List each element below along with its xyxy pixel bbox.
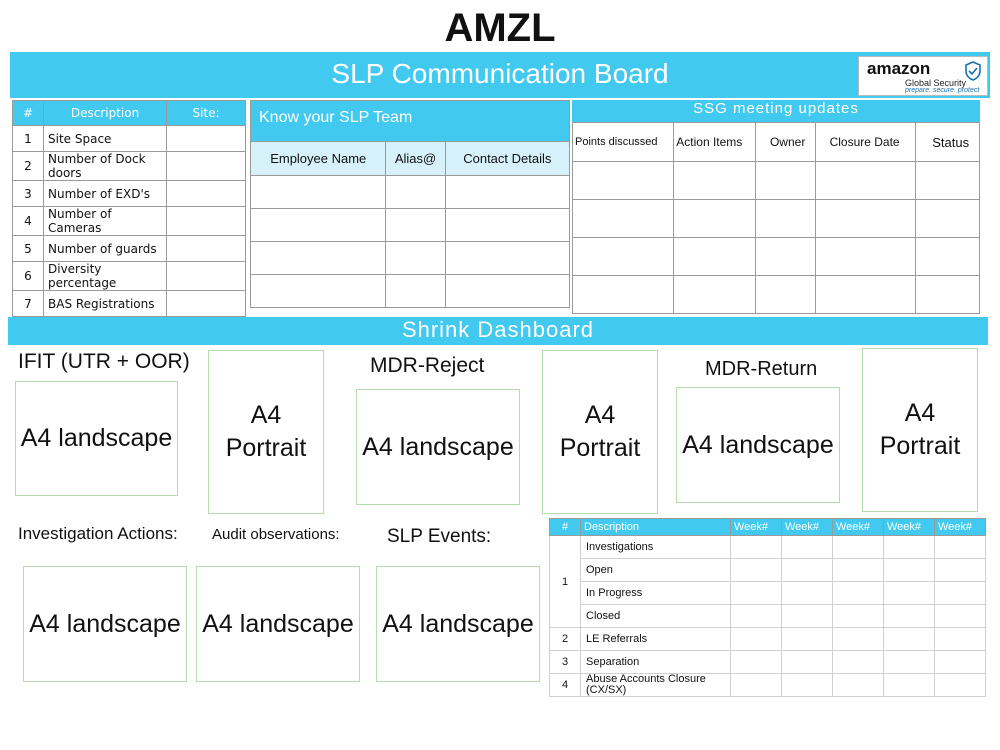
table-row xyxy=(573,276,980,314)
row-description: Closed xyxy=(581,605,731,628)
week-cell[interactable] xyxy=(782,628,833,651)
table-row xyxy=(550,559,986,582)
site-info-table xyxy=(12,100,246,317)
team-cell[interactable] xyxy=(251,242,386,275)
row-number: 3 xyxy=(13,181,44,207)
placeholder-line: A4 xyxy=(250,401,282,429)
portrait-placeholder-3 xyxy=(862,348,978,512)
team-cell[interactable] xyxy=(445,209,569,242)
table-row xyxy=(550,674,986,697)
table-row xyxy=(13,291,246,317)
portrait-placeholder-1 xyxy=(208,350,324,514)
placeholder-line: A4 xyxy=(584,401,616,429)
week-cell[interactable] xyxy=(833,582,884,605)
week-cell[interactable] xyxy=(833,674,884,697)
row-number: 2 xyxy=(550,628,581,651)
team-title: Know your SLP Team xyxy=(250,100,570,141)
ssg-cell[interactable] xyxy=(674,162,756,200)
logo-subtitle: Global Security xyxy=(905,78,967,88)
team-cell[interactable] xyxy=(445,176,569,209)
ssg-cell[interactable] xyxy=(755,162,815,200)
table-row xyxy=(251,275,570,308)
week-cell[interactable] xyxy=(782,605,833,628)
week-cell[interactable] xyxy=(935,582,986,605)
team-cell[interactable] xyxy=(386,209,445,242)
week-cell[interactable] xyxy=(833,605,884,628)
table-row xyxy=(13,152,246,181)
week-cell[interactable] xyxy=(782,559,833,582)
row-description: Open xyxy=(581,559,731,582)
ssg-cell[interactable] xyxy=(573,200,674,238)
ssg-cell[interactable] xyxy=(916,200,980,238)
row-description: Investigations xyxy=(581,536,731,559)
column-header: Points discussed xyxy=(573,123,674,162)
row-number: 3 xyxy=(550,651,581,674)
column-header: Action Items xyxy=(674,123,756,162)
ssg-cell[interactable] xyxy=(674,200,756,238)
row-number: 7 xyxy=(13,291,44,317)
shrink-dashboard-banner xyxy=(8,317,988,345)
site-value-cell[interactable] xyxy=(167,152,246,181)
column-header: # xyxy=(13,101,44,126)
column-header: Week# xyxy=(731,519,782,536)
week-cell[interactable] xyxy=(782,582,833,605)
team-cell[interactable] xyxy=(386,176,445,209)
ssg-cell[interactable] xyxy=(815,276,916,314)
row-number: 4 xyxy=(13,207,44,236)
column-header: Employee Name xyxy=(251,142,386,176)
week-cell[interactable] xyxy=(731,651,782,674)
ssg-cell[interactable] xyxy=(815,162,916,200)
week-cell[interactable] xyxy=(935,536,986,559)
ssg-title: SSG meeting updates xyxy=(572,100,980,122)
column-header: Closure Date xyxy=(815,123,916,162)
logo-tagline: prepare. secure. protect xyxy=(905,87,980,94)
table-row xyxy=(573,162,980,200)
column-header: Site: xyxy=(167,101,246,126)
mdr-return-landscape-placeholder: A4 landscape xyxy=(676,387,840,503)
week-cell[interactable] xyxy=(884,651,935,674)
week-cell[interactable] xyxy=(935,628,986,651)
audit-landscape-placeholder: A4 landscape xyxy=(196,566,360,682)
table-row xyxy=(550,628,986,651)
ssg-section xyxy=(572,100,980,314)
site-value-cell[interactable] xyxy=(167,262,246,291)
row-number: 2 xyxy=(13,152,44,181)
row-description: Separation xyxy=(581,651,731,674)
team-cell[interactable] xyxy=(445,242,569,275)
week-cell[interactable] xyxy=(731,582,782,605)
team-cell[interactable] xyxy=(445,275,569,308)
ssg-table xyxy=(572,122,980,314)
ssg-cell[interactable] xyxy=(755,276,815,314)
table-row xyxy=(13,126,246,152)
table-row xyxy=(251,242,570,275)
table-row xyxy=(251,209,570,242)
ssg-cell[interactable] xyxy=(916,238,980,276)
row-description: Number of EXD's xyxy=(44,181,167,207)
week-cell[interactable] xyxy=(833,628,884,651)
ssg-cell[interactable] xyxy=(573,276,674,314)
audit-observations-label: Audit observations: xyxy=(212,526,340,543)
week-cell[interactable] xyxy=(884,559,935,582)
week-cell[interactable] xyxy=(935,651,986,674)
column-header: Status xyxy=(916,123,980,162)
ssg-cell[interactable] xyxy=(755,238,815,276)
week-cell[interactable] xyxy=(833,651,884,674)
table-row xyxy=(13,181,246,207)
logo-wordmark: amazon xyxy=(867,59,931,78)
ssg-cell[interactable] xyxy=(815,200,916,238)
week-cell[interactable] xyxy=(935,605,986,628)
row-number: 1 xyxy=(550,536,581,628)
column-header: Owner xyxy=(755,123,815,162)
ssg-cell[interactable] xyxy=(815,238,916,276)
team-cell[interactable] xyxy=(251,176,386,209)
team-cell[interactable] xyxy=(386,275,445,308)
row-description: In Progress xyxy=(581,582,731,605)
mdr-return-label: MDR-Return xyxy=(705,358,818,380)
week-cell[interactable] xyxy=(884,605,935,628)
table-row xyxy=(573,200,980,238)
ifit-landscape-placeholder: A4 landscape xyxy=(15,381,178,496)
week-cell[interactable] xyxy=(782,536,833,559)
table-row xyxy=(13,262,246,291)
column-header: Alias@ xyxy=(386,142,445,176)
row-description: Number of Dock doors xyxy=(44,152,167,181)
row-description: Site Space xyxy=(44,126,167,152)
table-row xyxy=(13,236,246,262)
week-cell[interactable] xyxy=(731,536,782,559)
ssg-cell[interactable] xyxy=(916,276,980,314)
site-value-cell[interactable] xyxy=(167,126,246,152)
column-header: Week# xyxy=(935,519,986,536)
site-value-cell[interactable] xyxy=(167,291,246,317)
row-number: 1 xyxy=(13,126,44,152)
team-table xyxy=(250,141,570,308)
page-title: AMZL xyxy=(444,6,556,50)
portrait-placeholder-2 xyxy=(542,350,658,514)
placeholder-line: Portrait xyxy=(879,432,961,460)
mdr-reject-label: MDR-Reject xyxy=(370,354,485,377)
week-cell[interactable] xyxy=(782,651,833,674)
week-cell[interactable] xyxy=(731,628,782,651)
slp-team-section xyxy=(250,100,570,308)
ssg-cell[interactable] xyxy=(573,238,674,276)
row-description: Diversity percentage xyxy=(44,262,167,291)
week-cell[interactable] xyxy=(935,674,986,697)
site-value-cell[interactable] xyxy=(167,236,246,262)
table-row xyxy=(251,176,570,209)
amazon-global-security-logo xyxy=(858,56,988,96)
table-row xyxy=(550,651,986,674)
week-cell[interactable] xyxy=(731,559,782,582)
weekly-metrics-table xyxy=(549,518,986,697)
week-cell[interactable] xyxy=(833,559,884,582)
column-header: Description xyxy=(581,519,731,536)
placeholder-line: Portrait xyxy=(225,434,307,462)
ssg-cell[interactable] xyxy=(755,200,815,238)
mdr-reject-landscape-placeholder: A4 landscape xyxy=(356,389,520,505)
shield-icon xyxy=(965,61,981,81)
shrink-dashboard-title: Shrink Dashboard xyxy=(401,317,595,342)
site-value-cell[interactable] xyxy=(167,207,246,236)
slp-events-label: SLP Events: xyxy=(387,526,492,547)
table-row xyxy=(573,238,980,276)
week-cell[interactable] xyxy=(884,536,935,559)
ssg-cell[interactable] xyxy=(573,162,674,200)
table-row xyxy=(550,582,986,605)
row-description: Abuse Accounts Closure (CX/SX) xyxy=(581,674,731,697)
column-header: Week# xyxy=(782,519,833,536)
column-header: Week# xyxy=(884,519,935,536)
investigation-actions-label: Investigation Actions: xyxy=(18,524,178,543)
placeholder-line: A4 xyxy=(904,399,936,427)
ifit-label: IFIT (UTR + OOR) xyxy=(18,350,190,373)
header-banner xyxy=(10,52,990,98)
table-row xyxy=(550,605,986,628)
placeholder-line: Portrait xyxy=(559,434,641,462)
board-title: SLP Communication Board xyxy=(331,58,669,89)
week-cell[interactable] xyxy=(731,605,782,628)
team-cell[interactable] xyxy=(251,209,386,242)
ssg-cell[interactable] xyxy=(674,238,756,276)
site-value-cell[interactable] xyxy=(167,181,246,207)
column-header: Week# xyxy=(833,519,884,536)
column-header: Description xyxy=(44,101,167,126)
week-cell[interactable] xyxy=(884,628,935,651)
column-header: Contact Details xyxy=(445,142,569,176)
investigation-landscape-placeholder: A4 landscape xyxy=(23,566,187,682)
week-cell[interactable] xyxy=(884,674,935,697)
row-description: Number of guards xyxy=(44,236,167,262)
column-header: # xyxy=(550,519,581,536)
team-cell[interactable] xyxy=(251,275,386,308)
team-cell[interactable] xyxy=(386,242,445,275)
events-landscape-placeholder: A4 landscape xyxy=(376,566,540,682)
week-cell[interactable] xyxy=(884,582,935,605)
row-description: BAS Registrations xyxy=(44,291,167,317)
week-cell[interactable] xyxy=(782,674,833,697)
row-number: 6 xyxy=(13,262,44,291)
ssg-cell[interactable] xyxy=(674,276,756,314)
week-cell[interactable] xyxy=(731,674,782,697)
row-number: 4 xyxy=(550,674,581,697)
table-row xyxy=(550,536,986,559)
table-row xyxy=(13,207,246,236)
week-cell[interactable] xyxy=(833,536,884,559)
row-description: Number of Cameras xyxy=(44,207,167,236)
row-number: 5 xyxy=(13,236,44,262)
week-cell[interactable] xyxy=(935,559,986,582)
row-description: LE Referrals xyxy=(581,628,731,651)
ssg-cell[interactable] xyxy=(916,162,980,200)
